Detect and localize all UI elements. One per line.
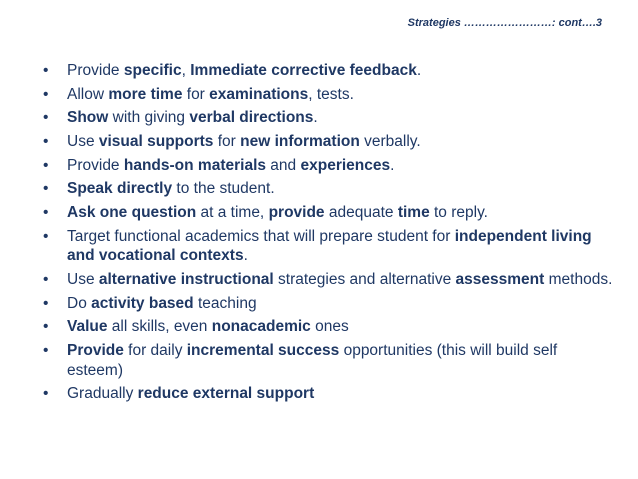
bullet-text: teaching xyxy=(193,294,257,312)
bullet-text: opportunities (this will build self esteem) xyxy=(67,342,558,379)
bullet-emphasis-text: verbal directions xyxy=(189,109,314,127)
bullet-text: , xyxy=(181,62,191,79)
bullet-text: . xyxy=(390,156,395,174)
bullet-emphasis-text: Show xyxy=(67,109,109,127)
bullet-item xyxy=(43,317,613,337)
bullet-text: for xyxy=(182,85,210,103)
bullet-emphasis-text: hands-on materials xyxy=(123,156,266,174)
bullet-emphasis-text: new information xyxy=(240,133,360,151)
bullet-dot-icon: • xyxy=(43,342,49,360)
bullet-dot-icon: • xyxy=(43,62,49,79)
bullet-text: to reply. xyxy=(429,204,488,222)
bullet-emphasis-text: visual supports xyxy=(98,133,214,151)
bullet-item xyxy=(43,294,613,314)
bullet-text: . xyxy=(313,109,318,127)
bullet-text: . xyxy=(416,62,422,79)
bullet-text: Provide xyxy=(67,62,124,79)
bullet-text: at a time, xyxy=(196,204,269,222)
bullet-text: and xyxy=(266,156,301,174)
bullet-emphasis-text: specific xyxy=(123,62,182,79)
bullet-dot-icon: • xyxy=(43,227,49,245)
bullet-emphasis-text: independent living and vocational contexts xyxy=(67,227,592,265)
bullet-dot-icon: • xyxy=(43,85,49,103)
bullet-emphasis-text: experiences xyxy=(300,156,391,174)
bullet-emphasis-text: nonacademic xyxy=(211,318,311,336)
bullet-emphasis-text: alternative instructional xyxy=(98,271,274,288)
bullet-dot-icon: • xyxy=(43,109,49,127)
bullet-emphasis-text: Ask one question xyxy=(67,204,197,222)
bullet-text: Gradually xyxy=(67,385,138,403)
bullet-dot-icon: • xyxy=(43,133,49,151)
bullet-text: to the student. xyxy=(172,180,275,198)
bullet-text: Provide xyxy=(67,156,124,174)
bullet-dot-icon: • xyxy=(43,318,49,336)
bullet-emphasis-text: Immediate corrective feedback xyxy=(190,62,417,79)
bullet-text: , tests. xyxy=(308,85,354,103)
bullet-item xyxy=(43,384,613,404)
bullet-dot-icon: • xyxy=(43,156,49,174)
bullet-item xyxy=(43,179,613,199)
bullet-text: verbally. xyxy=(359,133,421,151)
bullet-emphasis-text: Provide xyxy=(67,342,124,360)
bullet-emphasis-text: activity based xyxy=(91,294,194,312)
bullet-dot-icon: • xyxy=(43,204,49,222)
bullet-text: Use xyxy=(67,133,99,151)
bullet-dot-icon: • xyxy=(43,294,49,312)
bullet-item xyxy=(43,108,613,128)
bullet-emphasis-text: Value xyxy=(67,318,108,336)
bullet-emphasis-text: examinations xyxy=(209,85,309,103)
bullet-emphasis-text: reduce external support xyxy=(137,385,315,403)
bullet-dot-icon: • xyxy=(43,180,49,198)
bullet-item xyxy=(43,227,613,266)
bullet-emphasis-text: Speak directly xyxy=(67,180,173,198)
bullet-emphasis-text: provide xyxy=(268,204,325,222)
bullet-text: Target functional academics that will prepare student for xyxy=(67,227,455,245)
bullet-item xyxy=(43,85,613,105)
bullet-list xyxy=(43,61,613,408)
bullet-emphasis-text: time xyxy=(397,204,430,222)
bullet-text: for daily xyxy=(123,342,187,360)
slide-header: Strategies ……………………: cont….3 xyxy=(407,17,602,29)
bullet-item xyxy=(43,203,613,223)
bullet-text: Do xyxy=(67,294,92,312)
bullet-item xyxy=(43,132,613,152)
bullet-text: with giving xyxy=(108,109,190,127)
bullet-dot-icon: • xyxy=(43,385,49,403)
bullet-text: ones xyxy=(310,318,349,336)
bullet-text: strategies and alternative xyxy=(273,271,456,288)
bullet-text: Use xyxy=(67,271,99,288)
bullet-item xyxy=(43,156,613,176)
bullet-dot-icon: • xyxy=(43,271,49,288)
bullet-emphasis-text: more time xyxy=(108,85,183,103)
bullet-text: methods. xyxy=(544,271,613,288)
bullet-text: all skills, even xyxy=(107,318,212,336)
bullet-item xyxy=(43,341,613,380)
bullet-text: Allow xyxy=(67,85,109,103)
bullet-text: for xyxy=(213,133,241,151)
bullet-text: . xyxy=(243,247,248,265)
bullet-item xyxy=(43,61,613,81)
bullet-text: adequate xyxy=(324,204,398,222)
bullet-emphasis-text: assessment xyxy=(455,271,545,288)
bullet-emphasis-text: incremental success xyxy=(186,342,340,360)
bullet-item xyxy=(43,270,613,290)
